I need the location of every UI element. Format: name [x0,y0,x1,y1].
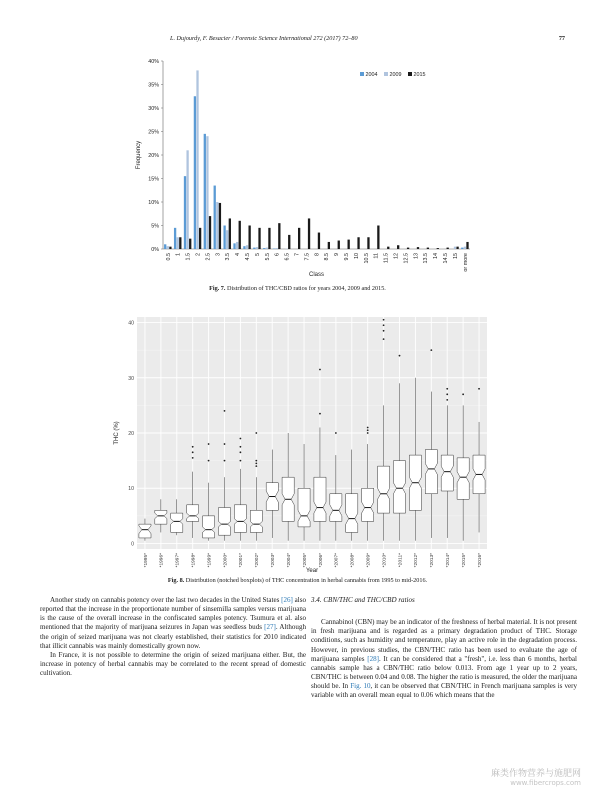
bar-2015 [278,223,280,249]
y-tick-label: 15% [148,176,159,183]
bar-2015 [357,237,359,249]
x-tick-label: 11.5 [383,253,390,264]
legend-swatch-2015 [408,72,412,76]
x-tick-label: *1996* [159,553,165,568]
notched-box [171,513,183,532]
outlier-point [319,413,321,415]
x-tick-label: 3 [215,253,222,256]
bar-2015 [189,239,191,249]
outlier-point [240,460,242,462]
x-tick-label: 7.5 [304,253,311,261]
bar-2004 [214,186,216,249]
fig7-caption [0,285,595,292]
legend-swatch-2004 [360,72,364,76]
y-tick-label: 40 [128,320,134,327]
bar-2015 [229,218,231,249]
legend-swatch-2009 [384,72,388,76]
outlier-point [446,399,448,401]
x-tick-label: *1999* [207,553,213,568]
bar-2015 [447,248,449,249]
y-tick-label: 30 [128,375,134,382]
x-tick-label: 14 [433,253,440,259]
bar-2015 [427,248,429,249]
x-tick-label: 13.5 [423,253,430,264]
notched-box [155,510,167,524]
fig8-caption [0,577,595,584]
notched-box [314,477,326,521]
x-tick-label: 12.5 [403,253,410,264]
section-heading: 3.4. CBN/THC and THC/CBD ratios [311,596,415,604]
x-tick-label: 13 [413,253,420,259]
bar-2009 [276,248,278,249]
bar-2004 [164,244,166,249]
outlier-point [255,460,257,462]
x-tick-label: 15 [452,253,459,259]
x-tick-label: *2009* [366,553,372,568]
bar-2015 [466,242,468,249]
x-axis-label: Year [305,568,319,574]
outlier-point [335,432,337,434]
x-tick-label: *2008* [350,553,356,568]
bar-2015 [219,203,221,249]
bar-2009 [167,246,169,249]
y-tick-label: 0 [131,541,134,548]
x-tick-label: *2005* [302,553,308,568]
page-number: 77 [558,35,565,42]
x-tick-label: 4 [235,253,242,256]
y-tick-label: 35% [148,82,159,89]
x-tick-label: 10 [353,253,360,259]
bar-2009 [454,247,456,249]
bar-2015 [328,242,330,249]
bar-2015 [248,226,250,250]
notched-box [139,524,151,538]
outlier-point [192,451,194,453]
right-paragraph-1: Cannabinol (CBN) may be an indicator of the freshness of herbal material. It is not present in fresh marijuana and is regarded as a primary degradation product of THC. Storage conditions, such as humidity and temperature, play an active role in the degradation process. However, in previous studies, the CBN/THC ratio has been used to evaluate the age of marijuana samples [28]. It can be considered that a "fresh", i.e. less than 6 months, herbal cannabis sample has a CBN/THC ratio below 0.013. From age 1 year up to 2 years, CBN/THC is between 0.04 and 0.08. The higher the ratio is measured, the older the marijuana should be. In Fig. 10, it can be observed that CBN/THC in French marijuana samples is very variable with an overall mean equal to 0.06 which means that the [311,618,577,700]
outlier-point [319,369,321,371]
notched-box [218,508,230,536]
outlier-point [367,427,369,429]
outlier-point [240,446,242,448]
x-tick-label: 8.5 [324,253,331,261]
x-axis-label: Class [308,272,325,278]
x-tick-label: *1997* [175,553,181,568]
x-tick-label: 10.5 [363,253,370,264]
outlier-point [430,349,432,351]
fig8-boxplot [0,312,595,578]
y-tick-label: 20 [128,431,134,437]
x-tick-label: *2016* [477,553,483,568]
x-tick-label: 3.5 [225,253,232,261]
x-tick-label: 9.5 [344,253,351,261]
x-tick-label: *2002* [255,553,261,568]
bar-2009 [236,242,238,249]
x-tick-label: 2 [195,253,202,256]
bar-2004 [223,226,225,250]
outlier-point [383,330,385,332]
bar-2015 [338,241,340,249]
x-tick-label: *2000* [223,553,229,568]
y-axis-label: THC (%) [114,421,120,445]
bar-2015 [417,247,419,249]
x-tick-label: 1 [175,253,182,256]
running-header [0,35,595,47]
x-tick-label: *1998* [191,553,197,568]
left-paragraph-1: Another study on cannabis potency over the last two decades in the United States [26] also reported that the increase in the proportionate number of sinsemilla samples versus marijuana is the cause of the overall increase in the confiscated samples potency. Tsumura et al. also mentioned that the majority of marijuana seizures in Japan was seedless buds [27]. Although the origin of seized marijuana was not clearly established, their statistics for 2010 indicated that illicit cannabis was mainly domestically grown now. [40,596,306,650]
outlier-point [255,432,257,434]
bar-2015 [456,247,458,249]
bar-2015 [199,228,201,249]
y-tick-label: 10 [128,486,134,493]
outlier-point [383,338,385,340]
watermark-url: www.fibercrops.com [510,779,581,787]
x-tick-label: *2001* [239,553,245,568]
bar-2015 [288,235,290,249]
bar-2009 [186,150,188,249]
y-tick-label: 10% [148,200,159,206]
y-tick-label: 40% [148,59,159,65]
bar-2015 [239,221,241,249]
outlier-point [224,443,226,445]
bar-2015 [258,228,260,249]
notched-box [362,488,374,521]
bar-2009 [216,202,218,249]
outlier-point [367,429,369,431]
bar-2004 [233,243,235,249]
bar-2004 [253,248,255,249]
x-tick-label: 4.5 [244,253,251,261]
bar-2009 [206,136,208,249]
outlier-point [240,451,242,453]
bar-2004 [184,176,186,249]
bar-2015 [407,248,409,249]
bar-2009 [246,245,248,249]
bar-2004 [243,246,245,249]
bar-2015 [318,233,320,249]
notched-box [346,494,358,533]
x-tick-label: *2012* [414,553,420,568]
outlier-point [240,438,242,440]
outlier-point [255,465,257,467]
outlier-point [446,393,448,395]
bar-2015 [298,228,300,249]
bar-2015 [367,237,369,249]
left-paragraph-2: In France, it is not possible to determine the origin of seized marijuana either. But, the increase in potency of herbal cannabis may be correlated to the recent spread of domestic cultivation. [40,650,306,678]
bar-2004 [194,96,196,249]
bar-2009 [464,247,466,249]
x-tick-label: 6 [274,253,281,256]
notched-box [298,488,310,527]
bar-2004 [263,248,265,249]
y-tick-label: 20% [148,153,159,159]
notched-box [203,516,215,538]
x-tick-label: 0.5 [165,253,172,261]
x-tick-label: 7 [294,253,301,256]
bar-2009 [256,247,258,249]
outlier-point [224,410,226,412]
notched-box [187,505,199,522]
x-tick-label: 12 [393,253,400,259]
fig7-caption-label: Fig. 7. [209,285,226,292]
bar-2015 [437,248,439,249]
outlier-point [383,319,385,321]
x-tick-label: *2006* [318,553,324,568]
bar-2009 [196,70,198,249]
legend-label-2004: 2004 [365,72,378,78]
citation-link[interactable]: [28] [367,654,379,663]
outlier-point [192,446,194,448]
x-tick-label: 8 [314,253,321,256]
y-tick-label: 0% [151,247,159,253]
bar-2009 [266,248,268,249]
outlier-point [383,324,385,326]
x-tick-label: 1.5 [185,253,192,261]
bar-2015 [179,237,181,249]
outlier-point [208,460,210,462]
outlier-point [446,388,448,390]
notched-box [250,510,262,532]
x-tick-label: 14.5 [443,253,450,264]
fig7-bar-chart [0,50,595,286]
x-tick-label: 5.5 [264,253,271,261]
notched-box [378,466,390,513]
outlier-point [208,443,210,445]
bar-2004 [204,134,206,249]
legend-label-2009: 2009 [389,72,402,78]
x-tick-label: *2015* [461,553,467,568]
bar-2015 [169,247,171,249]
x-tick-label: 2.5 [205,253,212,261]
fig7-caption-text: Distribution of THC/CBD ratios for years 2004, 2009 and 2015. [227,285,386,292]
y-tick-label: 25% [148,129,159,136]
bar-2004 [461,248,463,249]
x-tick-label: *1995* [143,553,149,568]
notched-box [425,450,437,494]
journal-citation: L. Dujourdy, F. Besacier / Forensic Science International 272 (2017) 72–80 [170,35,358,42]
outlier-point [255,462,257,464]
bar-2015 [377,226,379,250]
notched-box [330,494,342,522]
x-tick-label: *2004* [286,553,292,568]
x-tick-label: 9 [334,253,341,256]
bar-2009 [177,237,179,249]
fig8-caption-text: Distribution (notched boxplots) of THC concentration in herbal cannabis from 1995 to mid-2016. [185,577,428,584]
citation-link[interactable]: [26] [281,596,293,604]
outlier-point [192,457,194,459]
outlier-point [399,355,401,357]
outlier-point [367,432,369,434]
bar-2015 [209,216,211,249]
citation-link[interactable]: [27] [264,623,276,632]
x-tick-label: 11 [373,253,380,259]
x-tick-label: 6.5 [284,253,291,261]
x-tick-label: *2003* [271,553,277,568]
figure-link[interactable]: Fig. 10 [350,682,371,691]
bar-2015 [397,245,399,249]
bar-2004 [174,228,176,249]
y-tick-label: 5% [151,223,159,230]
x-tick-label: *2010* [382,553,388,568]
fig8-caption-label: Fig. 8. [167,577,185,584]
bar-2015 [268,228,270,249]
notched-box [234,505,246,533]
legend-label-2015: 2015 [413,72,426,78]
x-tick-label: 5 [254,253,261,256]
outlier-point [478,388,480,390]
x-tick-label: *2007* [334,553,340,568]
bar-2015 [348,240,350,249]
outlier-point [462,393,464,395]
x-tick-label: *2014* [446,553,452,568]
x-tick-label: *2011* [398,553,404,568]
bar-2009 [226,230,228,249]
bar-2015 [387,247,389,249]
right-column [311,596,577,701]
x-tick-label: *2013* [430,553,436,568]
left-column [40,596,306,678]
y-axis-label: Frequency [136,140,142,170]
y-tick-label: 30% [148,106,159,112]
watermark-text: 麻类作物营养与施肥网 [490,769,581,779]
outlier-point [224,460,226,462]
x-tick-label: or more [462,253,469,272]
bar-2015 [308,218,310,249]
